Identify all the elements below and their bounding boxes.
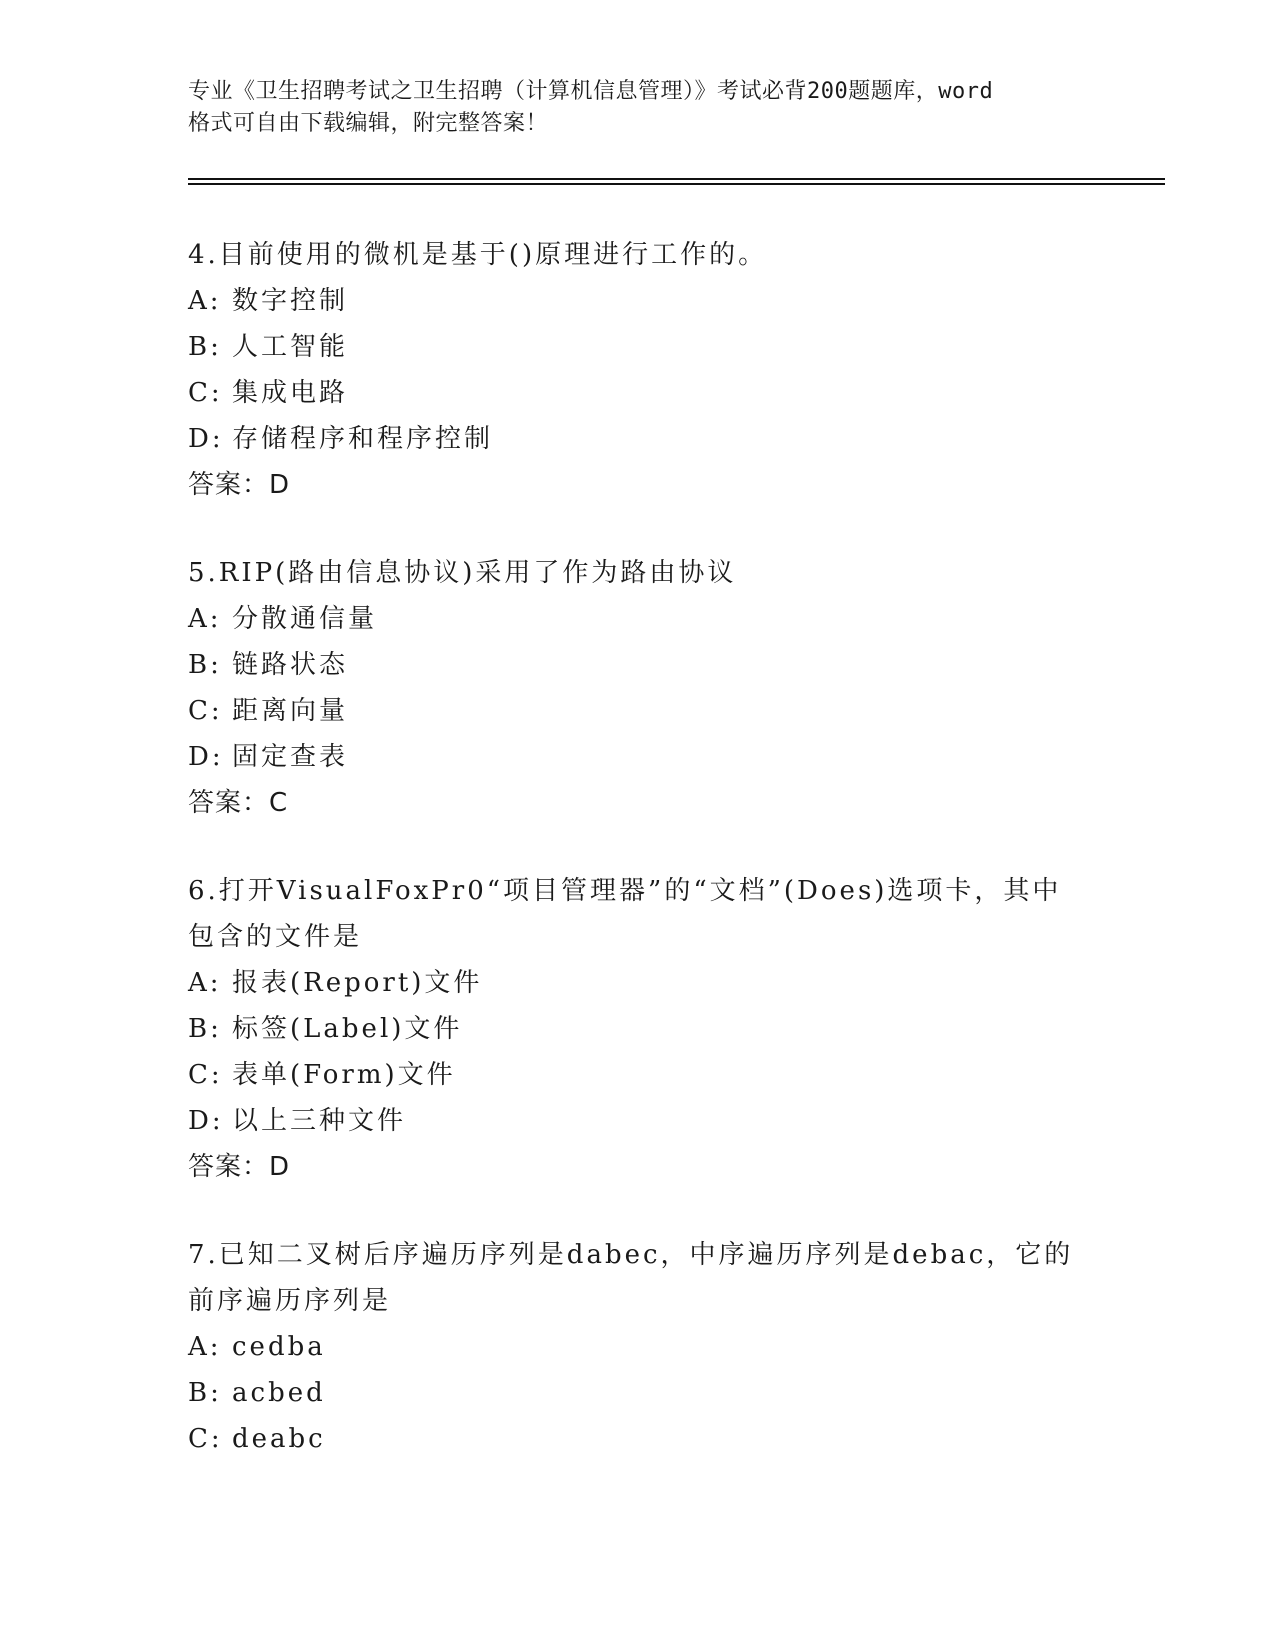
option-d [188, 1098, 1088, 1144]
option-d [188, 734, 1088, 780]
option-text: 人工智能 [232, 332, 349, 362]
option-letter: A: [188, 286, 222, 316]
option-b [188, 642, 1088, 688]
option-text: deabc [232, 1424, 326, 1454]
option-c [188, 370, 1088, 416]
option-text: 报表(Report)文件 [232, 968, 483, 998]
option-b [188, 1006, 1088, 1052]
option-a [188, 278, 1088, 324]
option-letter: A: [188, 604, 222, 634]
option-letter: A: [188, 1332, 222, 1362]
option-letter: D: [188, 1106, 224, 1136]
header-divider-bottom [188, 183, 1165, 185]
option-b [188, 1370, 1088, 1416]
question-7 [188, 1232, 1088, 1462]
option-letter: C: [188, 1060, 223, 1090]
option-c [188, 1052, 1088, 1098]
question-stem: 6.打开VisualFoxPr0“项目管理器”的“文档”(Does)选项卡，其中包含的文件是 [188, 876, 1062, 952]
option-text: acbed [232, 1378, 326, 1408]
option-text: 数字控制 [232, 286, 349, 316]
answer-line: 答案：D [188, 1152, 291, 1182]
option-text: 表单(Form)文件 [232, 1060, 456, 1090]
option-letter: B: [188, 332, 222, 362]
option-text: 以上三种文件 [232, 1106, 407, 1136]
document-header [188, 76, 1088, 140]
option-text: cedba [232, 1332, 326, 1362]
option-letter: B: [188, 1014, 222, 1044]
option-letter: B: [188, 1378, 222, 1408]
option-letter: D: [188, 424, 224, 454]
header-line-1: 专业《卫生招聘考试之卫生招聘（计算机信息管理）》考试必背200题题库，word [188, 79, 994, 104]
option-text: 固定查表 [232, 742, 349, 772]
question-4 [188, 232, 1088, 508]
option-letter: B: [188, 650, 222, 680]
option-text: 标签(Label)文件 [232, 1014, 463, 1044]
option-letter: D: [188, 742, 224, 772]
option-letter: C: [188, 696, 223, 726]
answer-line: 答案：C [188, 788, 289, 818]
option-letter: C: [188, 1424, 223, 1454]
question-list [188, 232, 1088, 1504]
question-5 [188, 550, 1088, 826]
option-text: 集成电路 [232, 378, 349, 408]
option-d [188, 416, 1088, 462]
option-a [188, 960, 1088, 1006]
question-stem: 5.RIP(路由信息协议)采用了作为路由协议 [188, 558, 737, 588]
option-letter: A: [188, 968, 222, 998]
question-stem: 4.目前使用的微机是基于()原理进行工作的。 [188, 240, 768, 270]
option-text: 存储程序和程序控制 [232, 424, 494, 454]
option-a [188, 596, 1088, 642]
option-text: 分散通信量 [232, 604, 378, 634]
answer-line: 答案：D [188, 470, 291, 500]
option-text: 链路状态 [232, 650, 349, 680]
option-a [188, 1324, 1088, 1370]
option-c [188, 688, 1088, 734]
question-6 [188, 868, 1088, 1190]
header-divider-top [188, 178, 1165, 180]
option-letter: C: [188, 378, 223, 408]
question-stem: 7.已知二叉树后序遍历序列是dabec，中序遍历序列是debac，它的前序遍历序列是 [188, 1240, 1074, 1316]
option-c [188, 1416, 1088, 1462]
header-line-2: 格式可自由下载编辑，附完整答案！ [188, 111, 549, 136]
option-b [188, 324, 1088, 370]
option-text: 距离向量 [232, 696, 349, 726]
